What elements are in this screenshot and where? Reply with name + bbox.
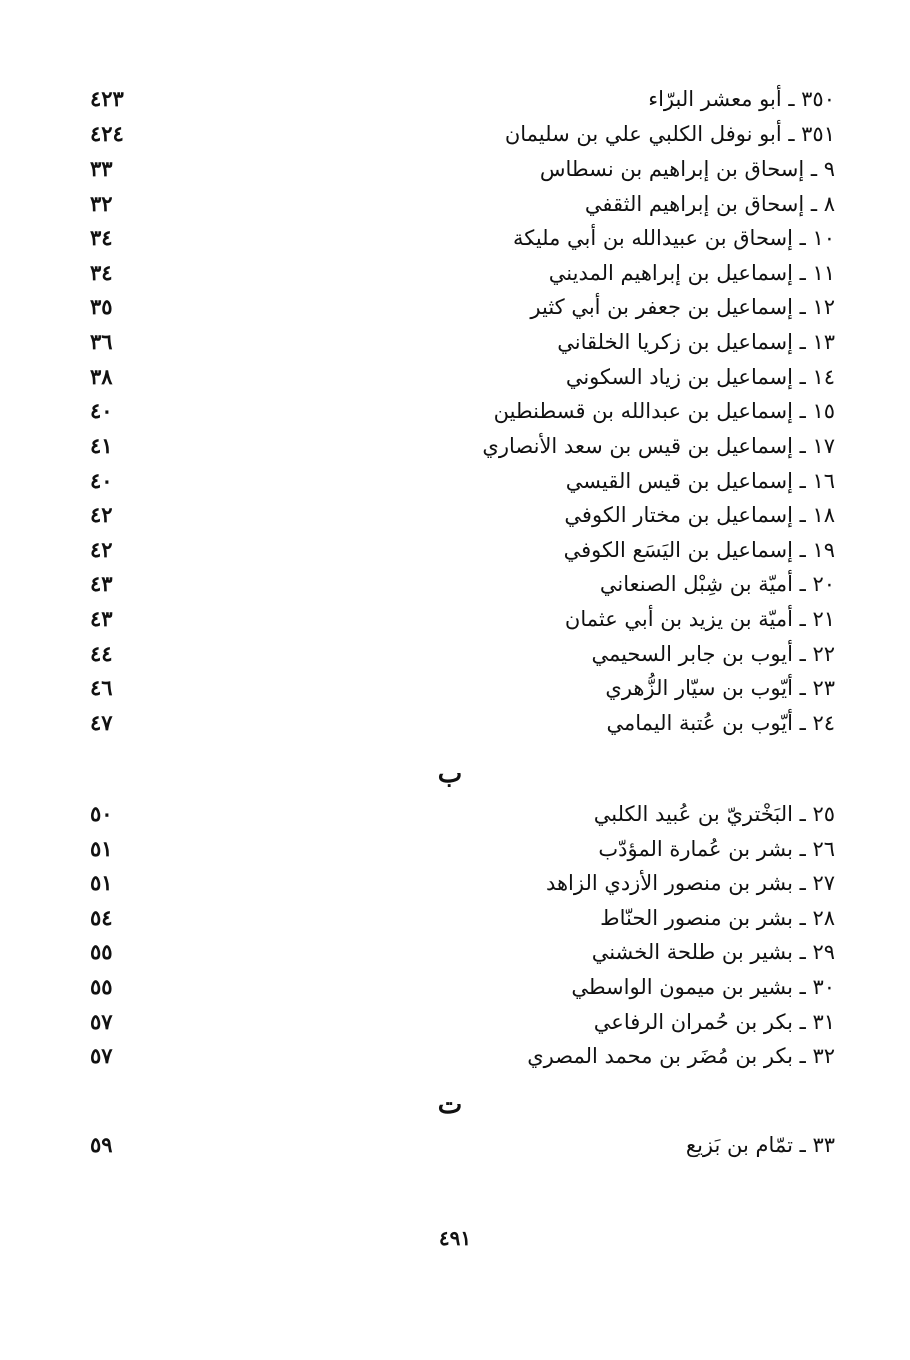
entry-page: ٤٢٣ (90, 86, 124, 111)
entry-page: ٣٢ (90, 191, 113, 216)
list-item (90, 117, 835, 151)
entry-name: ٢٣ ـ أيّوب بن سيّار الزُّهري (605, 676, 835, 700)
entry-name: ١٥ ـ إسماعيل بن عبدالله بن قسطنطين (493, 399, 835, 423)
section-heading-ta: ت (437, 1090, 463, 1120)
list-item (90, 671, 835, 705)
list-item (90, 221, 835, 255)
list-item (90, 394, 835, 428)
entry-name: ٢٦ ـ بشر بن عُمارة المؤدّب (598, 837, 835, 861)
entry-name: ١٤ ـ إسماعيل بن زياد السكوني (565, 365, 835, 389)
list-item (90, 970, 835, 1004)
entry-name: ٩ ـ إسحاق بن إبراهيم بن نسطاس (539, 157, 835, 181)
entry-name: ٣٥٠ ـ أبو معشر البرّاء (648, 87, 835, 111)
entry-name: ١٠ ـ إسحاق بن عبيدالله بن أبي مليكة (512, 226, 835, 250)
entry-page: ٥٥ (90, 974, 113, 999)
list-item (90, 797, 835, 831)
entry-name: ١٨ ـ إسماعيل بن مختار الكوفي (564, 503, 835, 527)
entry-name: ٣١ ـ بكر بن حُمران الرفاعي (593, 1010, 835, 1034)
entry-page: ٥٩ (90, 1132, 113, 1157)
entry-page: ٥١ (90, 836, 113, 861)
entry-page: ٣٤ (90, 260, 113, 285)
entry-page: ٤١ (90, 433, 113, 458)
entry-name: ٢١ ـ أميّة بن يزيد بن أبي عثمان (564, 607, 835, 631)
entry-name: ٨ ـ إسحاق بن إبراهيم الثقفي (584, 192, 835, 216)
list-item (90, 152, 835, 186)
entry-name: ٢٧ ـ بشر بن منصور الأزدي الزاهد (545, 871, 835, 895)
entry-page: ٤٣ (90, 606, 113, 631)
entry-page: ٤٦ (90, 675, 113, 700)
entry-page: ٥٠ (90, 801, 113, 826)
entry-page: ٤٣ (90, 571, 113, 596)
list-item (90, 429, 835, 463)
entry-name: ٣٠ ـ بشير بن ميمون الواسطي (571, 975, 835, 999)
list-item (90, 1039, 835, 1073)
list-item (90, 935, 835, 969)
entry-name: ٢٤ ـ أيّوب بن عُتبة اليمامي (606, 711, 835, 735)
entry-page: ٤٢ (90, 537, 113, 562)
list-item (90, 1005, 835, 1039)
entry-page: ٥٥ (90, 939, 113, 964)
entry-name: ١٩ ـ إسماعيل بن اليَسَع الكوفي (563, 538, 835, 562)
list-item (90, 706, 835, 740)
entry-page: ٤٠ (90, 398, 113, 423)
list-item (90, 1128, 835, 1162)
entry-name: ٣٢ ـ بكر بن مُضَر بن محمد المصري (527, 1044, 835, 1068)
list-item (90, 464, 835, 498)
entry-page: ٤٠ (90, 468, 113, 493)
list-item (90, 325, 835, 359)
entry-page: ٤٢ (90, 502, 113, 527)
list-item (90, 256, 835, 290)
list-item (90, 866, 835, 900)
section-heading-ba: ب (437, 759, 463, 789)
entry-page: ٥٧ (90, 1009, 113, 1034)
list-item (90, 832, 835, 866)
list-item (90, 290, 835, 324)
entry-name: ٢٥ ـ البَخْتريّ بن عُبيد الكلبي (593, 802, 835, 826)
entry-page: ٥٤ (90, 905, 113, 930)
entry-page: ٥١ (90, 870, 113, 895)
entry-name: ٣٣ ـ تمّام بن بَزيع (685, 1133, 835, 1157)
entry-page: ٣٨ (90, 364, 113, 389)
entry-page: ٣٦ (90, 329, 113, 354)
entry-name: ٢٠ ـ أميّة بن شِبْل الصنعاني (599, 572, 835, 596)
list-item (90, 567, 835, 601)
entry-name: ٢٢ ـ أيوب بن جابر السحيمي (591, 642, 835, 666)
entry-page: ٤٧ (90, 710, 113, 735)
entry-page: ٣٤ (90, 225, 113, 250)
list-item (90, 498, 835, 532)
list-item (90, 187, 835, 221)
entry-name: ٢٩ ـ بشير بن طلحة الخشني (591, 940, 835, 964)
entry-page: ٤٢٤ (90, 121, 124, 146)
entry-page: ٣٥ (90, 294, 113, 319)
entry-name: ١٣ ـ إسماعيل بن زكريا الخلقاني (557, 330, 835, 354)
entry-page: ٥٧ (90, 1043, 113, 1068)
list-item (90, 82, 835, 116)
entry-name: ١٢ ـ إسماعيل بن جعفر بن أبي كثير (530, 295, 835, 319)
list-item (90, 533, 835, 567)
list-item (90, 602, 835, 636)
entry-page: ٣٣ (90, 156, 113, 181)
entry-page: ٤٤ (90, 641, 113, 666)
entry-name: ١٧ ـ إسماعيل بن قيس بن سعد الأنصاري (482, 434, 835, 458)
list-item (90, 901, 835, 935)
entry-name: ١٦ ـ إسماعيل بن قيس القيسي (565, 469, 835, 493)
entry-name: ١١ ـ إسماعيل بن إبراهيم المديني (548, 261, 835, 285)
page-number: ٤٩١ (438, 1226, 472, 1250)
entry-name: ٢٨ ـ بشر بن منصور الحنّاط (600, 906, 835, 930)
list-item (90, 637, 835, 671)
list-item (90, 360, 835, 394)
entry-name: ٣٥١ ـ أبو نوفل الكلبي علي بن سليمان (504, 122, 835, 146)
